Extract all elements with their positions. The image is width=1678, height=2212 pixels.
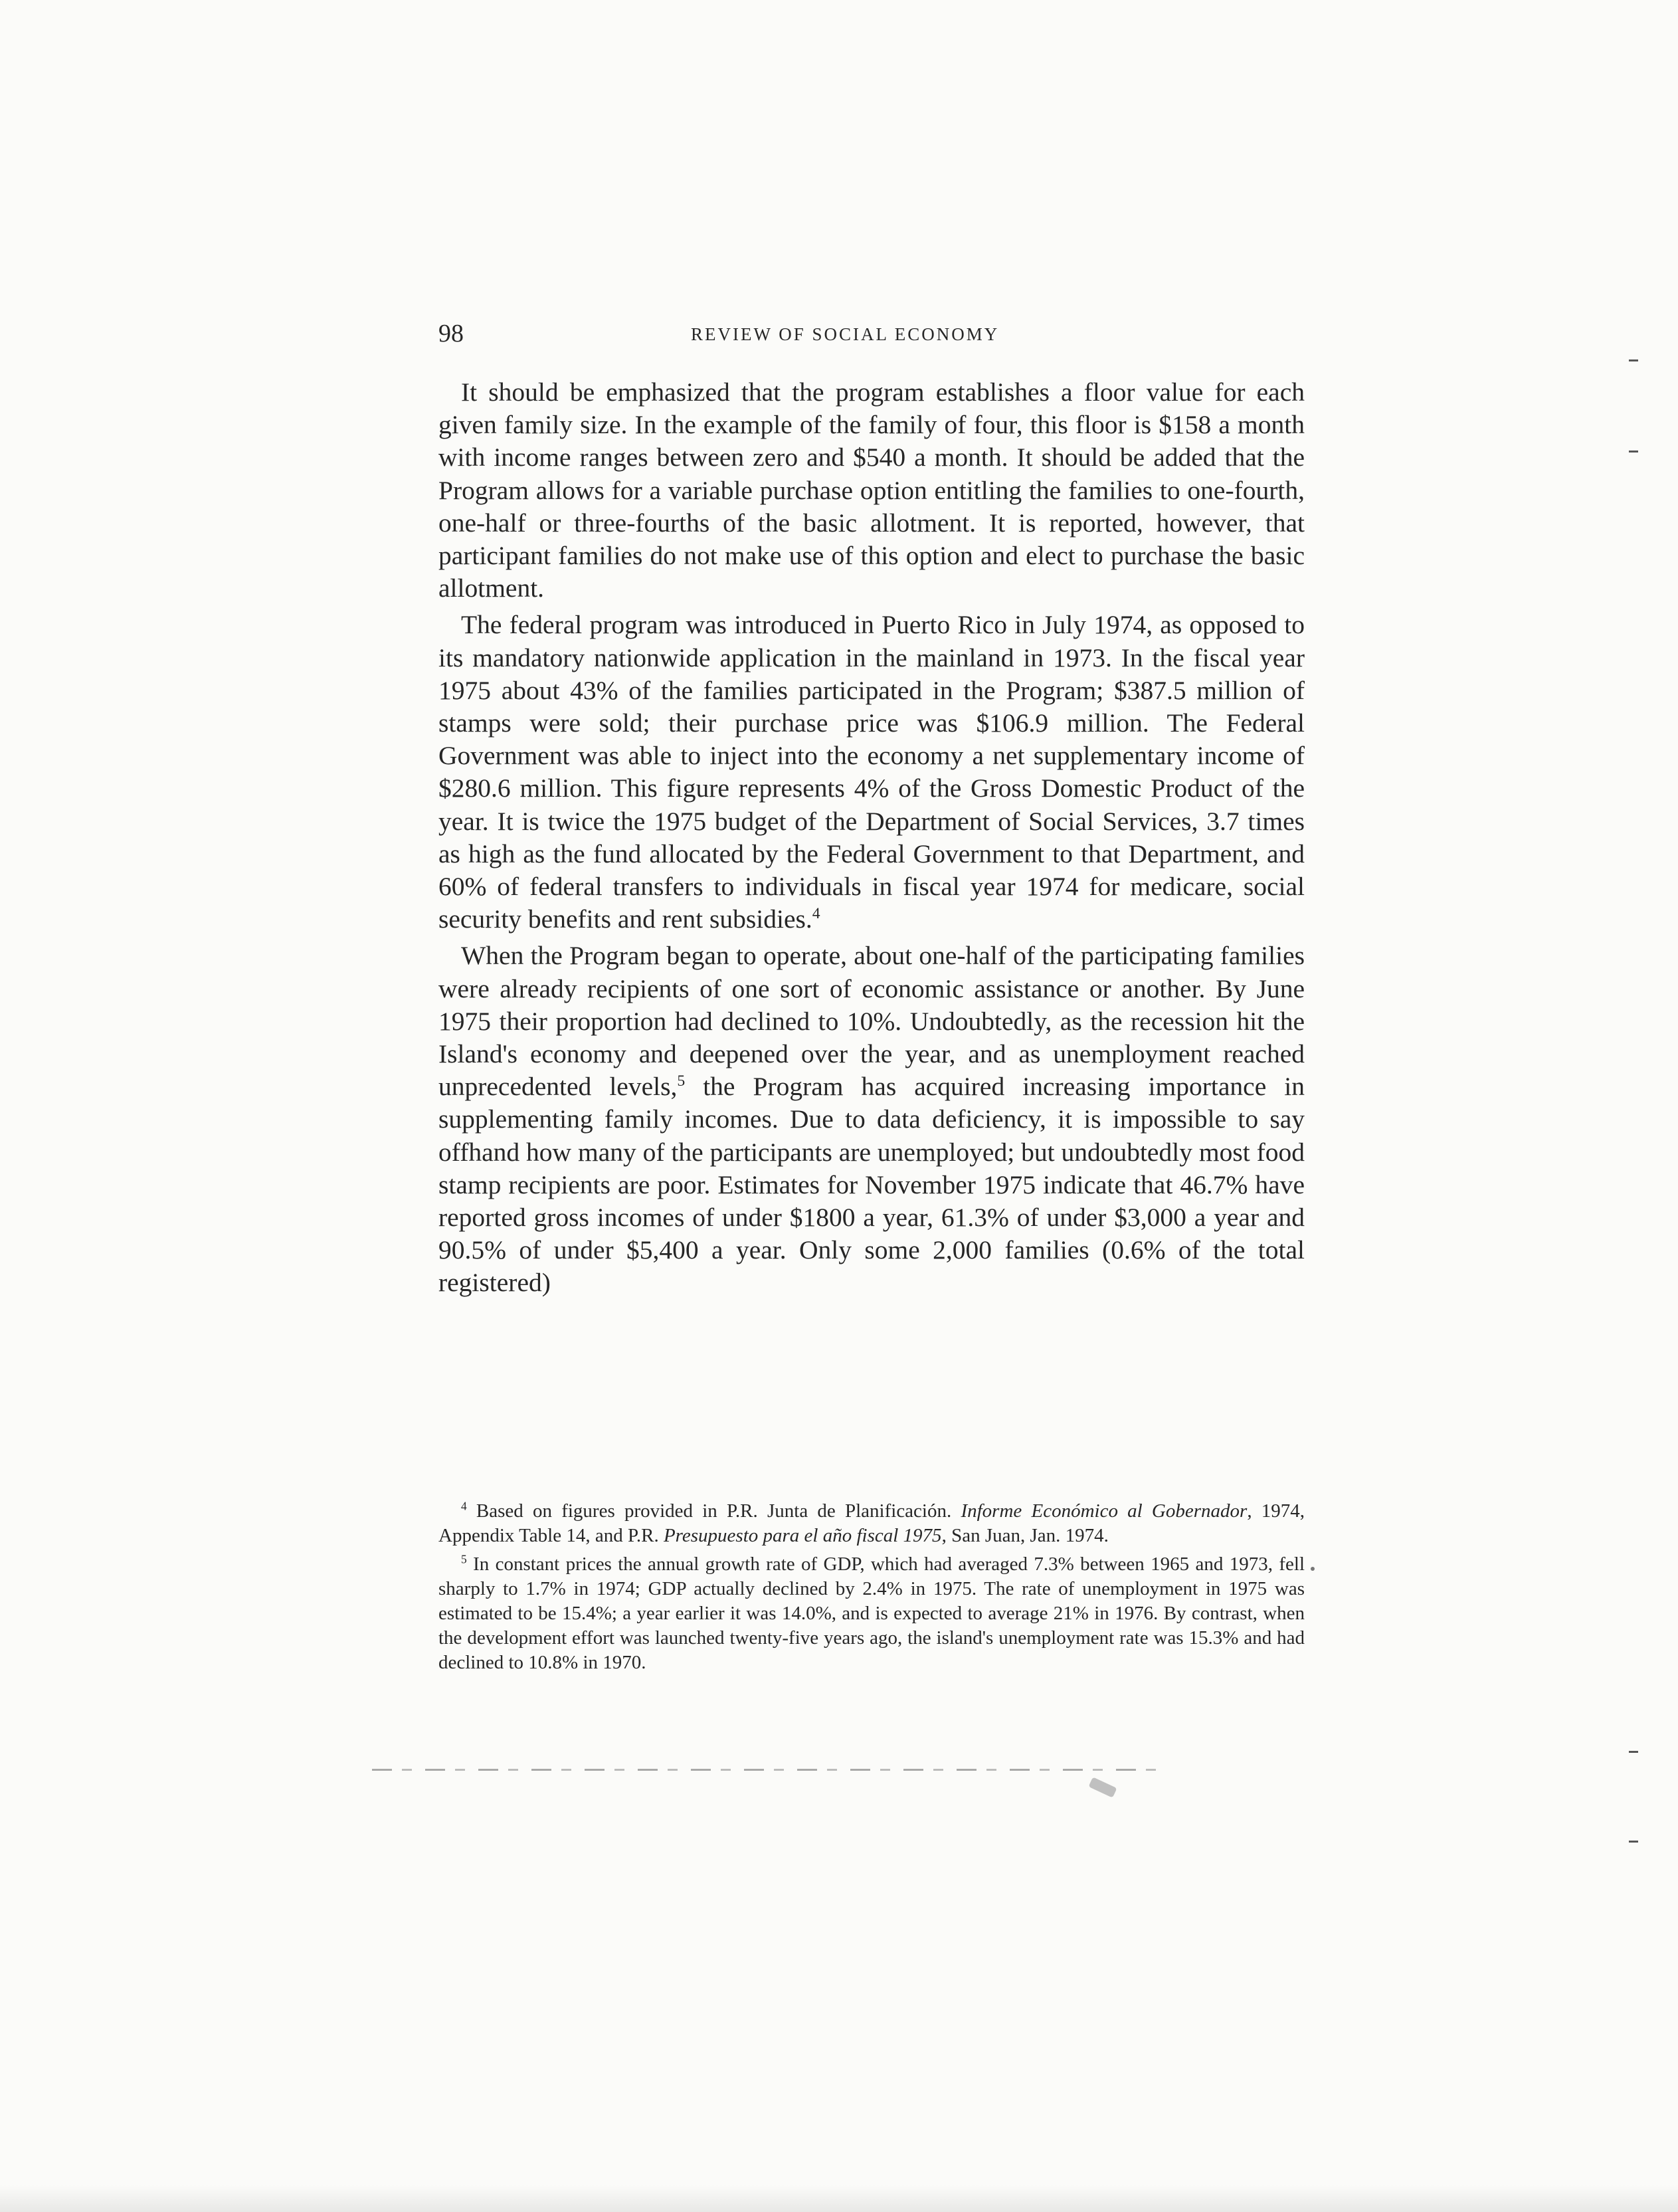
footnote-5-text: In constant prices the annual growth rate of GDP, which had averaged 7.3% between 1965 and 1973, fell sharply to 1.7% in 1974; GDP actually declined by 2.4% in 1975. The rate of unemployment in 1975 was estimated to be 15.4%; a year earlier it was 14.0%, and is expected to average 21% in 1976. By contrast, when the development effort was launched twenty-five years ago, the island's unemployment rate was 15.3% and had declined to 10.8% in 1970. (438, 1554, 1305, 1673)
page-number: 98 (438, 320, 464, 348)
margin-tick-mark (1629, 359, 1638, 361)
scan-speck (1311, 1567, 1315, 1571)
page-edge-shadow (0, 2185, 1678, 2212)
running-head: REVIEW OF SOCIAL ECONOMY (691, 324, 1000, 344)
footnote-4-text-b: , 1974, Appendix Table 14, and P.R. (438, 1500, 1305, 1546)
footnote-4-title-2: Presupuesto para el año fiscal 1975 (663, 1525, 942, 1546)
footnote-4 (438, 1499, 1305, 1548)
paragraph-3-text-b: the Program has acquired increasing importance in supplementing family incomes. Due to data deficiency, it is impossible to say offhand how many of the participants are unemployed; but undoubtedly most food stamp recipients are poor. Estimates for November 1975 indicate that 46.7% have reported gross incomes of under $1800 a year, 61.3% of under $3,000 a year and 90.5% of under $5,400 a year. Only some 2,000 families (0.6% of the total registered) (438, 1072, 1305, 1298)
margin-tick-mark (1629, 451, 1638, 452)
paragraph-1: It should be emphasized that the program establishes a floor value for each given family size. In the example of the family of four, this floor is $158 a month with income ranges between zero and $540 a month. It should be added that the Program allows for a variable purchase option entitling the families to one-fourth, one-half or three-fourths of the basic allotment. It is reported, however, that participant families do not make use of this option and elect to purchase the basic allotment. (438, 377, 1305, 603)
paragraph-2-text: The federal program was introduced in Puerto Rico in July 1974, as opposed to its mandatory nationwide application in the mainland in 1973. In the fiscal year 1975 about 43% of the families participated in the Program; $387.5 million of stamps were sold; their purchase price was $106.9 million. The Federal Government was able to inject into the economy a net supplementary income of $280.6 million. This figure represents 4% of the Gross Domestic Product of the year. It is twice the 1975 budget of the Department of Social Services, 3.7 times as high as the fund allocated by the Federal Government to that Department, and 60% of federal transfers to individuals in fiscal year 1974 for medicare, social security benefits and rent subsidies. (438, 610, 1305, 934)
paragraph-2 (438, 609, 1305, 936)
footnote-5 (438, 1552, 1305, 1675)
footnote-4-text-a: Based on figures provided in P.R. Junta de Planificación. (476, 1500, 952, 1522)
footnotes (438, 1499, 1305, 1679)
footnote-4-title-1: Informe Económico al Gobernador (961, 1500, 1248, 1522)
margin-tick-mark (1629, 1751, 1638, 1753)
footnote-ref-4[interactable]: 4 (812, 905, 820, 923)
footnote-4-text-c: , San Juan, Jan. 1974. (941, 1525, 1109, 1546)
footnote-ref-5[interactable]: 5 (677, 1072, 686, 1090)
footnote-4-marker: 4 (461, 1499, 467, 1513)
scan-smudge (1088, 1777, 1117, 1797)
footnote-5-marker: 5 (461, 1552, 467, 1566)
margin-tick-mark (1629, 1841, 1638, 1843)
paragraph-3-text-a: When the Program began to operate, about one-half of the participating families were already recipients of one sort of economic assistance or another. By June 1975 their proportion had declined to 10%. Undoubtedly, as the recession hit the Island's economy and deepened over the year, and as unemployment reached unprecedented levels, (438, 941, 1305, 1102)
scan-artifact-line (372, 1769, 1156, 1771)
page-header (438, 319, 1329, 359)
body-text (438, 376, 1305, 1304)
paragraph-3 (438, 940, 1305, 1299)
